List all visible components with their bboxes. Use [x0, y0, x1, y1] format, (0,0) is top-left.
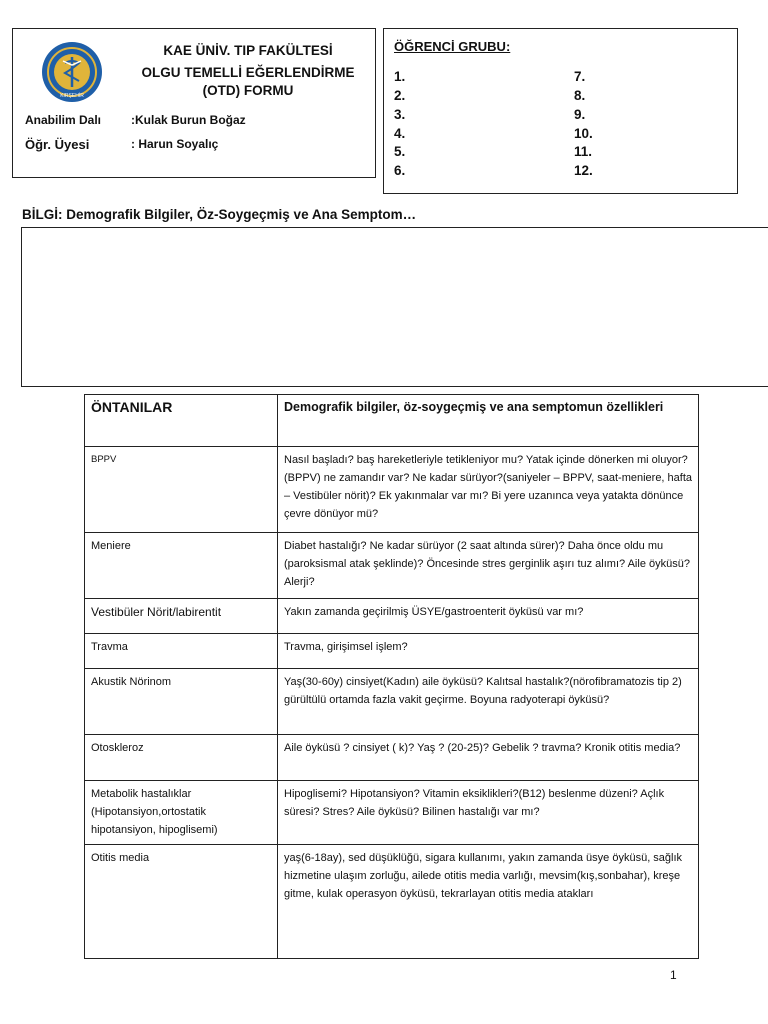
table-row	[85, 781, 699, 845]
diagnosis-description: Hipoglisemi? Hipotansiyon? Vitamin eksiklikleri?(B12) beslenme düzeni? Açlık süresi? Stres? Aile öyküsü? Bilinen hastalığı var mı?	[278, 781, 699, 845]
diagnosis-description: Aile öyküsü ? cinsiyet ( k)? Yaş ? (20-25)? Gebelik ? travma? Kronik otitis media?	[278, 735, 699, 781]
group-number: 5.	[394, 144, 406, 159]
diagnosis-description: Yakın zamanda geçirilmiş ÜSYE/gastroenterit öyküsü var mı?	[278, 599, 699, 634]
group-number: 2.	[394, 88, 406, 103]
diagnosis-description: Yaş(30-60y) cinsiyet(Kadın) aile öyküsü? Kalıtsal hastalık?(nörofibramatozis tip 2) gürültülü ortamda fazla vakit geçirme. Boyuna radyoterapi öyküsü?	[278, 669, 699, 735]
department-value: :Kulak Burun Boğaz	[131, 113, 246, 127]
faculty-value: : Harun Soyalıç	[131, 137, 219, 151]
table-row	[85, 669, 699, 735]
diagnosis-description: yaş(6-18ay), sed düşüklüğü, sigara kullanımı, yakın zamanda üsye öyküsü, sağlık hizmetine ulaşım zorluğu, ailede otitis media varlığı, mevsim(kış,sonbahar), kreşe gitme, kulak operasyon öyküsü, tekrarlayan otitis media atakları	[278, 845, 699, 959]
group-number: 6.	[394, 163, 406, 178]
table-header-row	[85, 395, 699, 447]
form-title-line1: KAE ÜNİV. TIP FAKÜLTESİ	[163, 43, 333, 58]
university-logo	[41, 41, 103, 103]
svg-text:KIRŞEHİR: KIRŞEHİR	[60, 93, 84, 99]
diagnosis-name: BPPV	[85, 447, 278, 533]
form-title-line3: (OTD) FORMU	[202, 83, 294, 98]
diagnosis-name: Vestibüler Nörit/labirentit	[85, 599, 278, 634]
page-number: 1	[670, 968, 677, 982]
group-number: 10.	[574, 126, 593, 141]
bilgi-heading: BİLGİ: Demografik Bilgiler, Öz-Soygeçmiş ve Ana Semptom…	[22, 207, 417, 222]
student-group-title: ÖĞRENCİ GRUBU:	[394, 39, 511, 54]
diagnosis-description: Diabet hastalığı? Ne kadar sürüyor (2 saat altında sürer)? Daha önce oldu mu (paroksismal atak şeklinde)? Öncesinde stres gerginlik aşırı tuz alımı? Aile öyküsü? Alerji?	[278, 533, 699, 599]
diagnosis-name: Travma	[85, 634, 278, 669]
header-ontanilar: ÖNTANILAR	[85, 395, 278, 447]
table-row	[85, 447, 699, 533]
table-row	[85, 599, 699, 634]
group-number: 9.	[574, 107, 586, 122]
diagnosis-name: Akustik Nörinom	[85, 669, 278, 735]
table-row	[85, 735, 699, 781]
differential-diagnosis-table	[84, 394, 699, 959]
header-box	[12, 28, 376, 178]
table-row	[85, 533, 699, 599]
group-number: 4.	[394, 126, 406, 141]
table-row	[85, 845, 699, 959]
diagnosis-name: Otoskleroz	[85, 735, 278, 781]
form-title-line2: OLGU TEMELLİ EĞERLENDİRME	[141, 65, 355, 80]
diagnosis-description: Travma, girişimsel işlem?	[278, 634, 699, 669]
group-number: 3.	[394, 107, 406, 122]
department-label: Anabilim Dalı	[25, 113, 102, 127]
diagnosis-name: Metabolik hastalıklar (Hipotansiyon,ortostatik hipotansiyon, hipoglisemi)	[85, 781, 278, 845]
header-description: Demografik bilgiler, öz-soygeçmiş ve ana semptomun özellikleri	[278, 395, 699, 447]
diagnosis-name: Otitis media	[85, 845, 278, 959]
faculty-label: Öğr. Üyesi	[25, 137, 90, 152]
group-number: 11.	[574, 144, 593, 159]
group-number: 7.	[574, 69, 586, 84]
group-number: 1.	[394, 69, 406, 84]
table-row	[85, 634, 699, 669]
group-number: 12.	[574, 163, 593, 178]
diagnosis-name: Meniere	[85, 533, 278, 599]
group-number: 8.	[574, 88, 586, 103]
diagnosis-description: Nasıl başladı? baş hareketleriyle tetikleniyor mu? Yatak içinde dönerken mi oluyor?(BPPV) ne zamandır var? Ne kadar sürüyor?(saniyeler – BPPV, saat-meniere, hafta – Vestibüler nörit)? Ek yakınmalar var mı? Bi yere uzanınca veya yatakta dönünce çevre dönüyor mü?	[278, 447, 699, 533]
student-group-box	[383, 28, 738, 194]
